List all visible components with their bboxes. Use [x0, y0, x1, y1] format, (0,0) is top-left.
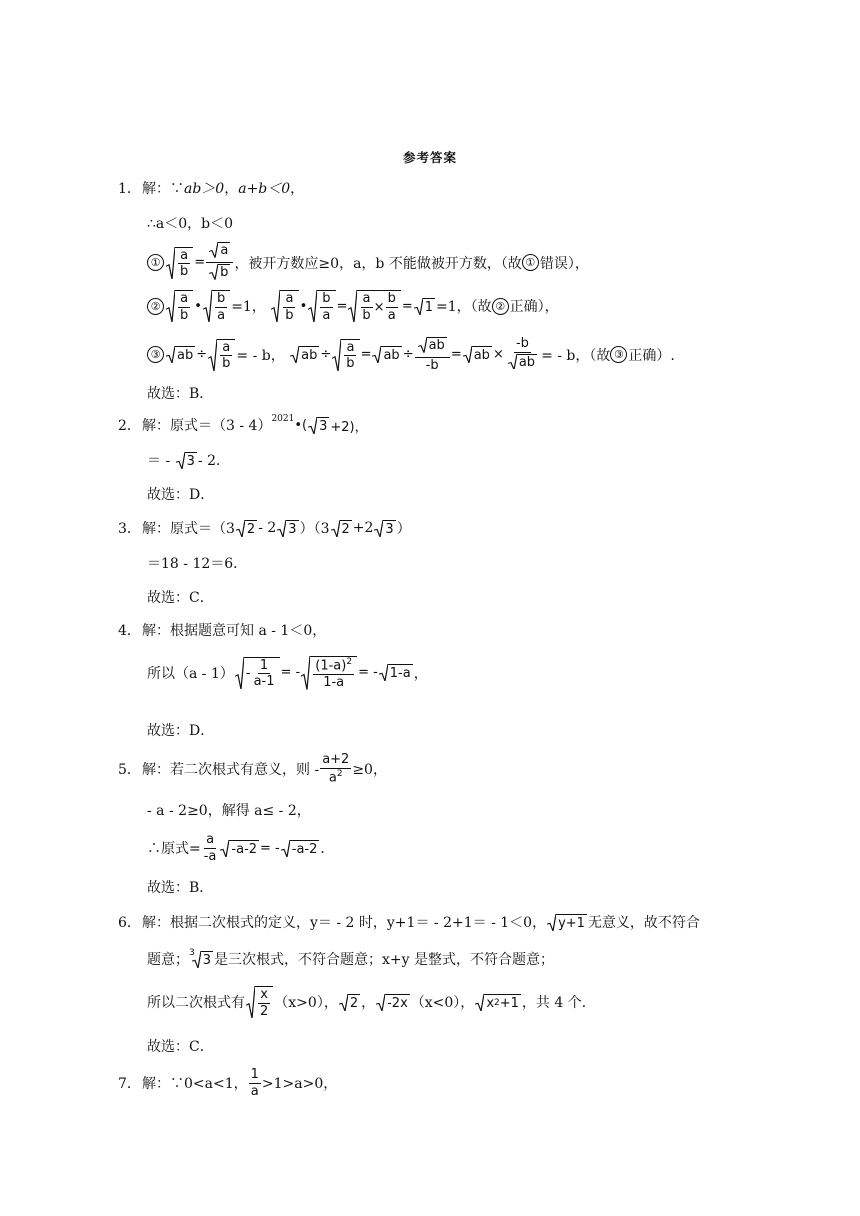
- q2-l2b: - 2．: [197, 453, 231, 469]
- q1-line4: ② $\frac{a}{b}$ • $\frac{b}{a}$ =1， $\frac{a}{b}$ • $\frac{b}{a}$ = $\frac{a}{b}$ × $\frac{b}{a}$ = 1 =1，（故 ② 正确），: [147, 290, 559, 322]
- sqrt-ab-3: ab: [372, 346, 401, 363]
- circled-one: ①: [147, 254, 164, 271]
- sqrt-a-over-b-4: $\frac{a}{b}$: [208, 339, 235, 371]
- q4-l2d: ，: [413, 665, 428, 682]
- q1-l4-tail: 正确），: [509, 299, 559, 316]
- sqrt-ab-2: ab: [290, 346, 319, 363]
- q6-number: 6．: [118, 915, 141, 931]
- q1-l5-tail: 正确）.: [628, 347, 675, 364]
- q4-l2: 所以（a - 1）: [147, 665, 234, 682]
- q5-l1: 解：若二次根式有意义，则 -: [142, 761, 320, 778]
- q1-l3-tail: 错误），: [539, 255, 589, 272]
- frac-a2-over-a2: $\frac{a+2}{a^2}$: [322, 752, 350, 785]
- q1-l4-eq1: =1，: [231, 299, 266, 316]
- q4-line2: [147, 656, 428, 690]
- sqrt-ab-4: ab: [463, 346, 492, 363]
- sqrt-a-over-b-2: $\frac{a}{b}$: [166, 290, 193, 322]
- q6-l3e: ，共 4 个．: [521, 995, 596, 1012]
- sqrt-product: $\frac{a}{b}$ × $\frac{b}{a}$: [348, 290, 400, 322]
- q6-line2: 题意； 3 3 是三次根式，不符合题意；x+y 是整式，不符合题意；: [147, 948, 554, 968]
- sqrt-b-over-a: $\frac{b}{a}$: [203, 290, 230, 322]
- circled-three-ref: ③: [610, 346, 627, 363]
- q2-l1: 解：原式＝（3 - 4）: [142, 418, 272, 434]
- q4-answer: 故选：D．: [147, 723, 215, 739]
- q5-l1b: ≥0，: [352, 761, 387, 778]
- frac-sqrtab-negb: $\frac{ab}{-b}$: [415, 337, 450, 373]
- q6-l1: 解：根据二次根式的定义，y＝ - 2 时，y+1＝ - 2+1＝ - 1＜0，: [142, 915, 547, 931]
- q2-l2a: ＝ -: [147, 453, 171, 469]
- q6-l1b: 无意义，故不符合: [587, 915, 700, 931]
- q4-l1: 解：根据题意可知 a - 1＜0，: [142, 623, 327, 639]
- q5-answer: 故选：B．: [147, 880, 214, 896]
- q3-l1e: ）: [396, 521, 411, 537]
- circled-two-ref: ②: [492, 298, 509, 315]
- sqrt-neg-a-minus-2-b: -a-2: [281, 840, 320, 857]
- circled-two: ②: [147, 298, 164, 315]
- q5-line1: [118, 753, 387, 785]
- q1-answer: 故选：B．: [147, 386, 214, 402]
- q1-line5: ③ ab ÷ $\frac{a}{b}$ = - b， ab ÷ $\frac{a}{b}$ = ab ÷ $\frac{ab}{-b}$ = ab × $\frac{-b}{ab}$ = - b，（故 ③ 正确）.: [147, 337, 675, 373]
- q1-cond2: a+b＜0: [238, 181, 291, 197]
- q3-line1: [118, 518, 411, 538]
- q5-line3: [147, 833, 334, 863]
- circled-one-ref: ①: [522, 254, 539, 271]
- sqrt-three-3: 3: [277, 520, 298, 537]
- sqrt-y-plus-1: y+1: [547, 914, 587, 931]
- sqrt-three-2: 3: [176, 452, 197, 469]
- q1-cond1: ab＞0: [184, 181, 225, 197]
- q1-l3-text: ，被开方数应≥0，a，b 不能做被开方数，（故: [234, 255, 522, 272]
- sqrt-two-3: 2: [339, 994, 360, 1011]
- sqrt-a-over-b: $\frac{a}{b}$: [166, 247, 193, 279]
- cube-root-three: 3: [192, 951, 213, 968]
- sqrt-two: 2: [236, 520, 257, 537]
- sqrt-neg-frac: - $\frac{1}{a-1}$: [235, 657, 280, 689]
- sqrt-three-4: 3: [374, 520, 395, 537]
- q7-l1: 解：∵0<a<1，: [142, 1076, 248, 1093]
- sqrt-one-minus-a: 1-a: [379, 664, 413, 681]
- frac-sqrt-a-sqrt-b: $\frac{a}{b}$: [206, 242, 233, 284]
- q3-l1b: - 2: [258, 520, 277, 536]
- q2-line1: [118, 415, 368, 435]
- q2-l1b: •(: [294, 417, 308, 433]
- q6-line3: [147, 986, 596, 1018]
- q2-exponent: 2021: [271, 414, 295, 424]
- q1-l5-m2: = - b，（故: [541, 347, 611, 364]
- q6-l3d: （x<0），: [410, 995, 475, 1012]
- q3-l1c: ）（3: [299, 521, 330, 537]
- q1-l5-m1: = - b，: [236, 347, 285, 364]
- q1-l1-rest: ，: [290, 181, 305, 197]
- q1-line2: ∴a＜0，b＜0: [147, 216, 234, 232]
- sqrt-one: 1: [414, 298, 435, 315]
- sqrt-x-over-2: $\frac{x}{2}$: [246, 986, 273, 1018]
- q4-l2c: = -: [358, 665, 378, 681]
- q1-line1: 1． 解：∵ ab＞0 ， a+b＜0 ，: [118, 178, 304, 198]
- sqrt-ab: ab: [166, 346, 195, 363]
- q2-l1c: +2)，: [330, 419, 368, 435]
- q6-l2: 题意；: [147, 952, 189, 968]
- q7-line1: [118, 1068, 337, 1098]
- q7-l1b: >1>a>0，: [261, 1076, 338, 1093]
- q2-number: 2．: [118, 418, 141, 434]
- q6-l3: 所以二次根式有: [147, 995, 245, 1012]
- frac-negb-sqrtab: $\frac{-b}{ab}$: [505, 337, 540, 373]
- q4-line1: [118, 620, 326, 640]
- q6-l2b: 是三次根式，不符合题意；x+y 是整式，不符合题意；: [214, 952, 554, 968]
- q5-l3: ∴原式=: [147, 841, 201, 858]
- q5-l3c: ．: [320, 841, 335, 858]
- q5-line2: - a - 2≥0，解得 a≤ - 2，: [147, 803, 311, 819]
- q6-line1: [118, 912, 700, 932]
- frac-one-over-a: $\frac{1}{a}$: [250, 1067, 259, 1099]
- q1-l4-eq2: =1，（故: [436, 299, 492, 316]
- sqrt-two-2: 2: [331, 520, 352, 537]
- page-title: 参考答案: [402, 150, 457, 165]
- circled-three: ③: [147, 346, 164, 363]
- q3-answer: 故选：C．: [147, 590, 214, 606]
- q1-number: 1．: [118, 181, 141, 197]
- frac-a-over-neg-a: $\frac{a}{-a}$: [203, 832, 217, 864]
- q2-answer: 故选：D．: [147, 487, 215, 503]
- q1-line3: ① $\frac{a}{b}$ = $\frac{a}{b}$ ，被开方数应≥0，a，b 不能做被开方数，（故 ① 错误），: [147, 242, 589, 284]
- q4-number: 4．: [118, 623, 141, 639]
- q6-l3b: （x>0），: [274, 995, 338, 1012]
- q5-number: 5．: [118, 761, 141, 778]
- q3-l1: 解：原式＝（3: [142, 521, 235, 537]
- sqrt-big-frac: $\frac{(1-a)^2}{1-a}$: [301, 656, 357, 690]
- q6-l3c: ，: [361, 995, 376, 1012]
- q5-l3b: = -: [260, 840, 280, 856]
- q6-answer: 故选：C．: [147, 1039, 214, 1055]
- sqrt-b-over-a-2: $\frac{b}{a}$: [308, 290, 335, 322]
- q7-number: 7．: [118, 1076, 141, 1093]
- q3-number: 3．: [118, 521, 141, 537]
- sqrt-a-over-b-3: $\frac{a}{b}$: [271, 290, 298, 322]
- q1-l1-head: 解：∵: [142, 181, 184, 197]
- sqrt-neg-a-minus-2: -a-2: [220, 840, 259, 857]
- q4-l2b: = -: [280, 665, 301, 681]
- q3-l1d: +2: [352, 520, 374, 536]
- sqrt-neg-2x: -2x: [376, 994, 410, 1011]
- sqrt-three: 3: [308, 417, 329, 434]
- sqrt-a-over-b-5: $\frac{a}{b}$: [332, 339, 359, 371]
- q2-line2: [147, 450, 230, 470]
- q3-line2: ＝18 - 12＝6．: [147, 556, 248, 572]
- sqrt-x2-plus-1: x 2 +1: [475, 994, 521, 1011]
